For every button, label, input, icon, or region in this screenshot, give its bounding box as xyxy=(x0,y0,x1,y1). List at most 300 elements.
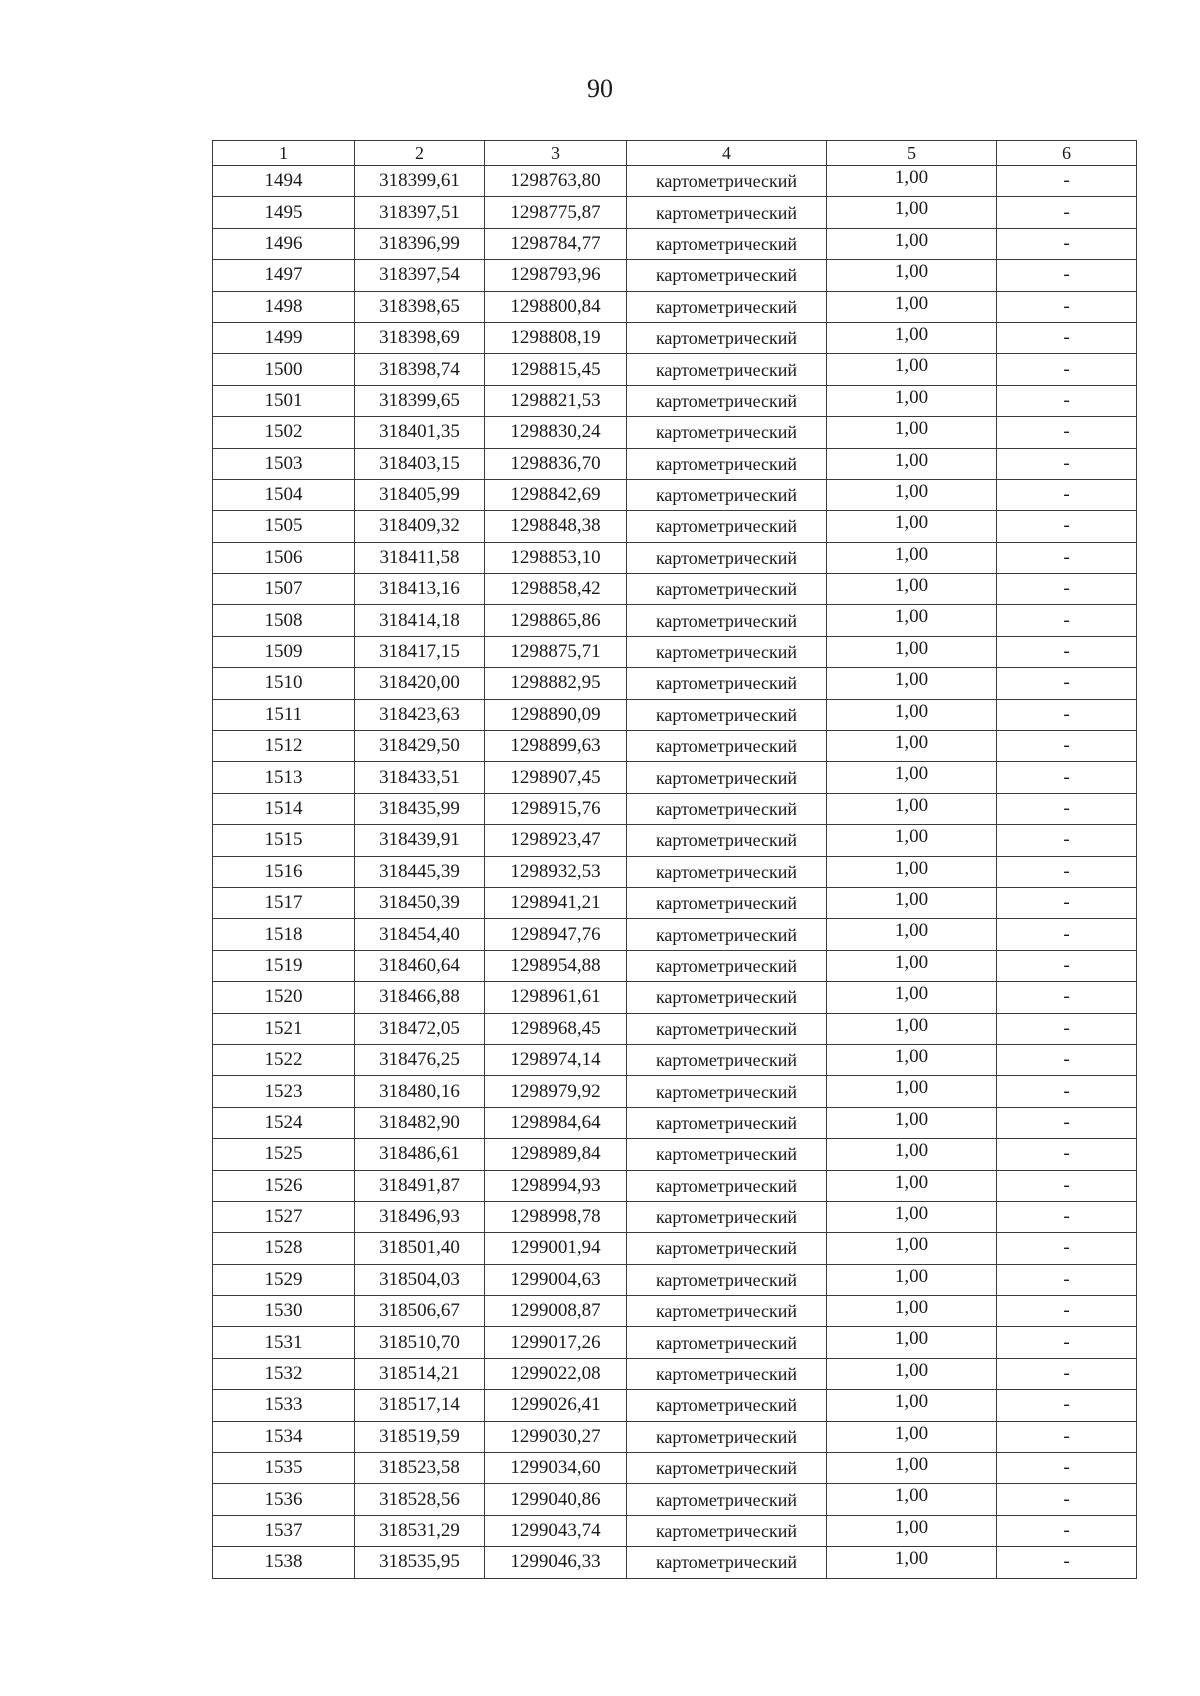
table-row xyxy=(213,1358,1137,1389)
x-coordinate-cell: 318486,61 xyxy=(355,1139,485,1170)
y-coordinate-cell: 1299004,63 xyxy=(485,1264,627,1295)
note-cell: - xyxy=(997,1484,1137,1515)
x-coordinate-cell: 318429,50 xyxy=(355,731,485,762)
x-coordinate-cell: 318401,35 xyxy=(355,417,485,448)
accuracy-cell: 1,00 xyxy=(827,793,997,824)
y-coordinate-cell: 1298915,76 xyxy=(485,793,627,824)
y-coordinate-cell: 1299026,41 xyxy=(485,1390,627,1421)
x-coordinate-cell: 318454,40 xyxy=(355,919,485,950)
x-coordinate-cell: 318472,05 xyxy=(355,1013,485,1044)
table-row xyxy=(213,1390,1137,1421)
accuracy-cell: 1,00 xyxy=(827,636,997,667)
table-row xyxy=(213,636,1137,667)
accuracy-cell: 1,00 xyxy=(827,1013,997,1044)
method-cell: картометрический xyxy=(627,574,827,605)
method-cell: картометрический xyxy=(627,448,827,479)
point-number-cell: 1530 xyxy=(213,1296,355,1327)
x-coordinate-cell: 318397,54 xyxy=(355,260,485,291)
table-row xyxy=(213,1484,1137,1515)
point-number-cell: 1511 xyxy=(213,699,355,730)
y-coordinate-cell: 1298821,53 xyxy=(485,385,627,416)
column-header: 1 xyxy=(213,141,355,166)
accuracy-cell: 1,00 xyxy=(827,260,997,291)
table-row xyxy=(213,919,1137,950)
method-cell: картометрический xyxy=(627,1296,827,1327)
table-row xyxy=(213,511,1137,542)
method-cell: картометрический xyxy=(627,1390,827,1421)
table-row xyxy=(213,856,1137,887)
point-number-cell: 1510 xyxy=(213,668,355,699)
x-coordinate-cell: 318528,56 xyxy=(355,1484,485,1515)
point-number-cell: 1535 xyxy=(213,1453,355,1484)
point-number-cell: 1503 xyxy=(213,448,355,479)
method-cell: картометрический xyxy=(627,699,827,730)
accuracy-cell: 1,00 xyxy=(827,1139,997,1170)
x-coordinate-cell: 318411,58 xyxy=(355,542,485,573)
table-row xyxy=(213,731,1137,762)
method-cell: картометрический xyxy=(627,1013,827,1044)
point-number-cell: 1519 xyxy=(213,950,355,981)
point-number-cell: 1532 xyxy=(213,1358,355,1389)
y-coordinate-cell: 1299034,60 xyxy=(485,1453,627,1484)
y-coordinate-cell: 1298932,53 xyxy=(485,856,627,887)
accuracy-cell: 1,00 xyxy=(827,919,997,950)
table-row xyxy=(213,354,1137,385)
point-number-cell: 1506 xyxy=(213,542,355,573)
note-cell: - xyxy=(997,699,1137,730)
accuracy-cell: 1,00 xyxy=(827,1107,997,1138)
point-number-cell: 1520 xyxy=(213,982,355,1013)
table-header-row xyxy=(213,141,1137,166)
x-coordinate-cell: 318414,18 xyxy=(355,605,485,636)
x-coordinate-cell: 318482,90 xyxy=(355,1107,485,1138)
y-coordinate-cell: 1299040,86 xyxy=(485,1484,627,1515)
table-row xyxy=(213,1076,1137,1107)
accuracy-cell: 1,00 xyxy=(827,1076,997,1107)
page-number: 90 xyxy=(587,74,613,103)
x-coordinate-cell: 318504,03 xyxy=(355,1264,485,1295)
note-cell: - xyxy=(997,1390,1137,1421)
x-coordinate-cell: 318423,63 xyxy=(355,699,485,730)
point-number-cell: 1497 xyxy=(213,260,355,291)
y-coordinate-cell: 1299001,94 xyxy=(485,1233,627,1264)
accuracy-cell: 1,00 xyxy=(827,1453,997,1484)
x-coordinate-cell: 318398,69 xyxy=(355,322,485,353)
note-cell: - xyxy=(997,731,1137,762)
point-number-cell: 1505 xyxy=(213,511,355,542)
table-row xyxy=(213,950,1137,981)
x-coordinate-cell: 318450,39 xyxy=(355,887,485,918)
method-cell: картометрический xyxy=(627,668,827,699)
table-row xyxy=(213,1201,1137,1232)
y-coordinate-cell: 1298853,10 xyxy=(485,542,627,573)
x-coordinate-cell: 318535,95 xyxy=(355,1547,485,1578)
table-row xyxy=(213,605,1137,636)
method-cell: картометрический xyxy=(627,385,827,416)
table-row xyxy=(213,887,1137,918)
table-row xyxy=(213,1013,1137,1044)
accuracy-cell: 1,00 xyxy=(827,511,997,542)
method-cell: картометрический xyxy=(627,793,827,824)
x-coordinate-cell: 318517,14 xyxy=(355,1390,485,1421)
accuracy-cell: 1,00 xyxy=(827,166,997,197)
table-body xyxy=(213,166,1137,1579)
y-coordinate-cell: 1298890,09 xyxy=(485,699,627,730)
table-row xyxy=(213,1139,1137,1170)
note-cell: - xyxy=(997,950,1137,981)
accuracy-cell: 1,00 xyxy=(827,542,997,573)
table-row xyxy=(213,260,1137,291)
x-coordinate-cell: 318476,25 xyxy=(355,1044,485,1075)
accuracy-cell: 1,00 xyxy=(827,762,997,793)
y-coordinate-cell: 1298775,87 xyxy=(485,197,627,228)
method-cell: картометрический xyxy=(627,856,827,887)
point-number-cell: 1504 xyxy=(213,479,355,510)
method-cell: картометрический xyxy=(627,1327,827,1358)
method-cell: картометрический xyxy=(627,919,827,950)
method-cell: картометрический xyxy=(627,1484,827,1515)
point-number-cell: 1502 xyxy=(213,417,355,448)
point-number-cell: 1526 xyxy=(213,1170,355,1201)
table-row xyxy=(213,1327,1137,1358)
accuracy-cell: 1,00 xyxy=(827,668,997,699)
note-cell: - xyxy=(997,166,1137,197)
y-coordinate-cell: 1298994,93 xyxy=(485,1170,627,1201)
y-coordinate-cell: 1298848,38 xyxy=(485,511,627,542)
table-row xyxy=(213,417,1137,448)
x-coordinate-cell: 318496,93 xyxy=(355,1201,485,1232)
coordinates-table xyxy=(212,140,1137,1579)
table-row xyxy=(213,448,1137,479)
table-row xyxy=(213,1107,1137,1138)
method-cell: картометрический xyxy=(627,950,827,981)
method-cell: картометрический xyxy=(627,982,827,1013)
accuracy-cell: 1,00 xyxy=(827,1358,997,1389)
note-cell: - xyxy=(997,385,1137,416)
accuracy-cell: 1,00 xyxy=(827,825,997,856)
note-cell: - xyxy=(997,1107,1137,1138)
note-cell: - xyxy=(997,982,1137,1013)
note-cell: - xyxy=(997,668,1137,699)
note-cell: - xyxy=(997,605,1137,636)
accuracy-cell: 1,00 xyxy=(827,950,997,981)
point-number-cell: 1496 xyxy=(213,228,355,259)
y-coordinate-cell: 1298763,80 xyxy=(485,166,627,197)
method-cell: картометрический xyxy=(627,1264,827,1295)
method-cell: картометрический xyxy=(627,417,827,448)
table-row xyxy=(213,1515,1137,1546)
y-coordinate-cell: 1298808,19 xyxy=(485,322,627,353)
accuracy-cell: 1,00 xyxy=(827,982,997,1013)
note-cell: - xyxy=(997,856,1137,887)
accuracy-cell: 1,00 xyxy=(827,479,997,510)
table-row xyxy=(213,699,1137,730)
note-cell: - xyxy=(997,793,1137,824)
table-row xyxy=(213,1547,1137,1578)
table-row xyxy=(213,1264,1137,1295)
y-coordinate-cell: 1298865,86 xyxy=(485,605,627,636)
y-coordinate-cell: 1298941,21 xyxy=(485,887,627,918)
method-cell: картометрический xyxy=(627,354,827,385)
accuracy-cell: 1,00 xyxy=(827,1264,997,1295)
accuracy-cell: 1,00 xyxy=(827,322,997,353)
table-row xyxy=(213,385,1137,416)
method-cell: картометрический xyxy=(627,825,827,856)
note-cell: - xyxy=(997,322,1137,353)
method-cell: картометрический xyxy=(627,291,827,322)
y-coordinate-cell: 1298907,45 xyxy=(485,762,627,793)
table-row xyxy=(213,668,1137,699)
point-number-cell: 1523 xyxy=(213,1076,355,1107)
point-number-cell: 1524 xyxy=(213,1107,355,1138)
accuracy-cell: 1,00 xyxy=(827,1421,997,1452)
x-coordinate-cell: 318417,15 xyxy=(355,636,485,667)
note-cell: - xyxy=(997,1201,1137,1232)
accuracy-cell: 1,00 xyxy=(827,197,997,228)
note-cell: - xyxy=(997,479,1137,510)
x-coordinate-cell: 318510,70 xyxy=(355,1327,485,1358)
x-coordinate-cell: 318396,99 xyxy=(355,228,485,259)
y-coordinate-cell: 1298875,71 xyxy=(485,636,627,667)
accuracy-cell: 1,00 xyxy=(827,887,997,918)
y-coordinate-cell: 1298984,64 xyxy=(485,1107,627,1138)
point-number-cell: 1537 xyxy=(213,1515,355,1546)
table-row xyxy=(213,166,1137,197)
note-cell: - xyxy=(997,1170,1137,1201)
method-cell: картометрический xyxy=(627,762,827,793)
y-coordinate-cell: 1298836,70 xyxy=(485,448,627,479)
x-coordinate-cell: 318397,51 xyxy=(355,197,485,228)
table-row xyxy=(213,1170,1137,1201)
note-cell: - xyxy=(997,260,1137,291)
table-row xyxy=(213,479,1137,510)
accuracy-cell: 1,00 xyxy=(827,605,997,636)
note-cell: - xyxy=(997,762,1137,793)
y-coordinate-cell: 1299008,87 xyxy=(485,1296,627,1327)
table-row xyxy=(213,574,1137,605)
y-coordinate-cell: 1298954,88 xyxy=(485,950,627,981)
note-cell: - xyxy=(997,1547,1137,1578)
method-cell: картометрический xyxy=(627,166,827,197)
method-cell: картометрический xyxy=(627,1515,827,1546)
point-number-cell: 1521 xyxy=(213,1013,355,1044)
x-coordinate-cell: 318435,99 xyxy=(355,793,485,824)
point-number-cell: 1527 xyxy=(213,1201,355,1232)
note-cell: - xyxy=(997,448,1137,479)
table-row xyxy=(213,542,1137,573)
note-cell: - xyxy=(997,228,1137,259)
x-coordinate-cell: 318403,15 xyxy=(355,448,485,479)
method-cell: картометрический xyxy=(627,1170,827,1201)
point-number-cell: 1508 xyxy=(213,605,355,636)
table-row xyxy=(213,1044,1137,1075)
method-cell: картометрический xyxy=(627,1107,827,1138)
y-coordinate-cell: 1298815,45 xyxy=(485,354,627,385)
column-header: 6 xyxy=(997,141,1137,166)
point-number-cell: 1513 xyxy=(213,762,355,793)
note-cell: - xyxy=(997,542,1137,573)
x-coordinate-cell: 318514,21 xyxy=(355,1358,485,1389)
point-number-cell: 1512 xyxy=(213,731,355,762)
note-cell: - xyxy=(997,511,1137,542)
method-cell: картометрический xyxy=(627,1233,827,1264)
note-cell: - xyxy=(997,1327,1137,1358)
x-coordinate-cell: 318501,40 xyxy=(355,1233,485,1264)
note-cell: - xyxy=(997,825,1137,856)
point-number-cell: 1533 xyxy=(213,1390,355,1421)
y-coordinate-cell: 1298989,84 xyxy=(485,1139,627,1170)
method-cell: картометрический xyxy=(627,887,827,918)
x-coordinate-cell: 318413,16 xyxy=(355,574,485,605)
accuracy-cell: 1,00 xyxy=(827,1170,997,1201)
table-row xyxy=(213,291,1137,322)
point-number-cell: 1498 xyxy=(213,291,355,322)
x-coordinate-cell: 318420,00 xyxy=(355,668,485,699)
point-number-cell: 1517 xyxy=(213,887,355,918)
method-cell: картометрический xyxy=(627,197,827,228)
method-cell: картометрический xyxy=(627,228,827,259)
note-cell: - xyxy=(997,636,1137,667)
x-coordinate-cell: 318399,65 xyxy=(355,385,485,416)
table-row xyxy=(213,1233,1137,1264)
note-cell: - xyxy=(997,1139,1137,1170)
y-coordinate-cell: 1298947,76 xyxy=(485,919,627,950)
note-cell: - xyxy=(997,197,1137,228)
accuracy-cell: 1,00 xyxy=(827,1044,997,1075)
method-cell: картометрический xyxy=(627,511,827,542)
method-cell: картометрический xyxy=(627,731,827,762)
note-cell: - xyxy=(997,1233,1137,1264)
x-coordinate-cell: 318506,67 xyxy=(355,1296,485,1327)
method-cell: картометрический xyxy=(627,1201,827,1232)
column-header: 5 xyxy=(827,141,997,166)
y-coordinate-cell: 1299046,33 xyxy=(485,1547,627,1578)
accuracy-cell: 1,00 xyxy=(827,1327,997,1358)
method-cell: картометрический xyxy=(627,1044,827,1075)
accuracy-cell: 1,00 xyxy=(827,228,997,259)
point-number-cell: 1518 xyxy=(213,919,355,950)
y-coordinate-cell: 1298842,69 xyxy=(485,479,627,510)
y-coordinate-cell: 1298899,63 xyxy=(485,731,627,762)
column-header: 3 xyxy=(485,141,627,166)
method-cell: картометрический xyxy=(627,1421,827,1452)
note-cell: - xyxy=(997,1296,1137,1327)
note-cell: - xyxy=(997,1044,1137,1075)
x-coordinate-cell: 318519,59 xyxy=(355,1421,485,1452)
note-cell: - xyxy=(997,1515,1137,1546)
point-number-cell: 1534 xyxy=(213,1421,355,1452)
method-cell: картометрический xyxy=(627,1358,827,1389)
point-number-cell: 1509 xyxy=(213,636,355,667)
note-cell: - xyxy=(997,1421,1137,1452)
y-coordinate-cell: 1299043,74 xyxy=(485,1515,627,1546)
method-cell: картометрический xyxy=(627,260,827,291)
note-cell: - xyxy=(997,291,1137,322)
column-header: 4 xyxy=(627,141,827,166)
point-number-cell: 1499 xyxy=(213,322,355,353)
note-cell: - xyxy=(997,354,1137,385)
x-coordinate-cell: 318523,58 xyxy=(355,1453,485,1484)
y-coordinate-cell: 1298968,45 xyxy=(485,1013,627,1044)
point-number-cell: 1507 xyxy=(213,574,355,605)
accuracy-cell: 1,00 xyxy=(827,291,997,322)
accuracy-cell: 1,00 xyxy=(827,699,997,730)
point-number-cell: 1528 xyxy=(213,1233,355,1264)
y-coordinate-cell: 1298858,42 xyxy=(485,574,627,605)
x-coordinate-cell: 318445,39 xyxy=(355,856,485,887)
y-coordinate-cell: 1298882,95 xyxy=(485,668,627,699)
accuracy-cell: 1,00 xyxy=(827,1201,997,1232)
method-cell: картометрический xyxy=(627,1139,827,1170)
table-row xyxy=(213,762,1137,793)
method-cell: картометрический xyxy=(627,542,827,573)
accuracy-cell: 1,00 xyxy=(827,1484,997,1515)
point-number-cell: 1529 xyxy=(213,1264,355,1295)
accuracy-cell: 1,00 xyxy=(827,1390,997,1421)
x-coordinate-cell: 318460,64 xyxy=(355,950,485,981)
point-number-cell: 1525 xyxy=(213,1139,355,1170)
x-coordinate-cell: 318409,32 xyxy=(355,511,485,542)
y-coordinate-cell: 1298800,84 xyxy=(485,291,627,322)
table-row xyxy=(213,793,1137,824)
table-row xyxy=(213,825,1137,856)
point-number-cell: 1515 xyxy=(213,825,355,856)
point-number-cell: 1501 xyxy=(213,385,355,416)
accuracy-cell: 1,00 xyxy=(827,354,997,385)
point-number-cell: 1494 xyxy=(213,166,355,197)
accuracy-cell: 1,00 xyxy=(827,417,997,448)
y-coordinate-cell: 1298923,47 xyxy=(485,825,627,856)
accuracy-cell: 1,00 xyxy=(827,574,997,605)
y-coordinate-cell: 1299017,26 xyxy=(485,1327,627,1358)
x-coordinate-cell: 318398,74 xyxy=(355,354,485,385)
point-number-cell: 1500 xyxy=(213,354,355,385)
column-header: 2 xyxy=(355,141,485,166)
accuracy-cell: 1,00 xyxy=(827,1547,997,1578)
note-cell: - xyxy=(997,1358,1137,1389)
y-coordinate-cell: 1298979,92 xyxy=(485,1076,627,1107)
accuracy-cell: 1,00 xyxy=(827,731,997,762)
point-number-cell: 1522 xyxy=(213,1044,355,1075)
method-cell: картометрический xyxy=(627,605,827,636)
method-cell: картометрический xyxy=(627,479,827,510)
x-coordinate-cell: 318439,91 xyxy=(355,825,485,856)
table-row xyxy=(213,1453,1137,1484)
note-cell: - xyxy=(997,887,1137,918)
accuracy-cell: 1,00 xyxy=(827,1233,997,1264)
accuracy-cell: 1,00 xyxy=(827,856,997,887)
note-cell: - xyxy=(997,1076,1137,1107)
x-coordinate-cell: 318491,87 xyxy=(355,1170,485,1201)
point-number-cell: 1536 xyxy=(213,1484,355,1515)
method-cell: картометрический xyxy=(627,1547,827,1578)
table-row xyxy=(213,197,1137,228)
x-coordinate-cell: 318399,61 xyxy=(355,166,485,197)
x-coordinate-cell: 318398,65 xyxy=(355,291,485,322)
table-row xyxy=(213,982,1137,1013)
y-coordinate-cell: 1298998,78 xyxy=(485,1201,627,1232)
table-row xyxy=(213,228,1137,259)
method-cell: картометрический xyxy=(627,636,827,667)
point-number-cell: 1495 xyxy=(213,197,355,228)
method-cell: картометрический xyxy=(627,1076,827,1107)
method-cell: картометрический xyxy=(627,1453,827,1484)
y-coordinate-cell: 1298974,14 xyxy=(485,1044,627,1075)
y-coordinate-cell: 1299022,08 xyxy=(485,1358,627,1389)
table-row xyxy=(213,322,1137,353)
x-coordinate-cell: 318405,99 xyxy=(355,479,485,510)
point-number-cell: 1514 xyxy=(213,793,355,824)
